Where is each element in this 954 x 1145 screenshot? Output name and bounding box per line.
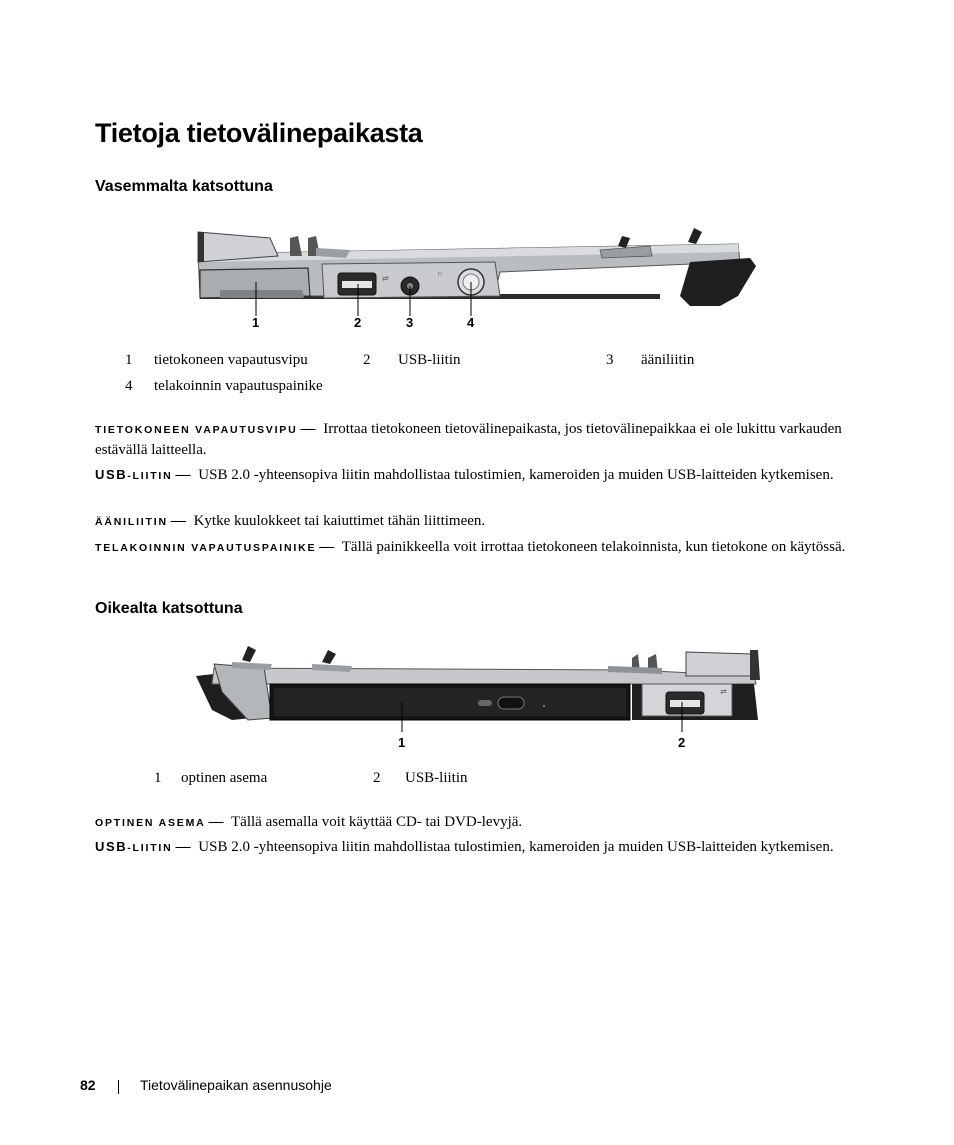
description-paragraph (95, 465, 855, 486)
description-paragraph (95, 419, 855, 460)
description-text: USB 2.0 -yhteensopiva liitin mahdollistaa tulostimien, kameroiden ja muiden USB-laitteiden kytkemisen. (198, 839, 834, 855)
callout-2: 2 (354, 315, 362, 330)
footer-title: Tietovälinepaikan asennusohje (140, 1077, 332, 1093)
page-title: Tietoja tietovälinepaikasta (95, 118, 423, 148)
svg-text:⇌: ⇌ (720, 687, 727, 696)
em-dash: — (319, 539, 335, 555)
legend-text: USB-liitin (398, 352, 461, 368)
description-term-rest: -LIITIN (127, 842, 173, 854)
description-term-caps: USB (95, 467, 128, 482)
description-paragraph (95, 511, 855, 532)
legend-text: ääniliitin (641, 352, 695, 368)
callout-3: 3 (406, 315, 414, 330)
right-view-heading: Oikealta katsottuna (95, 600, 243, 617)
description-text: Kytke kuulokkeet tai kaiuttimet tähän liittimeen. (193, 513, 486, 529)
callout-4: 4 (467, 315, 475, 330)
description-term: TELAKOINNIN VAPAUTUSPAINIKE (95, 542, 317, 554)
footer-divider (118, 1080, 119, 1094)
description-text: USB 2.0 -yhteensopiva liitin mahdollistaa tulostimien, kameroiden ja muiden USB-laitteiden kytkemisen. (198, 467, 834, 483)
legend-number: 3 (606, 352, 614, 368)
left-view-heading: Vasemmalta katsottuna (95, 178, 273, 195)
left-view-illustration (190, 226, 765, 336)
description-text: Irrottaa tietokoneen tietovälinepaikasta, jos tietovälinepaikkaa ei ole lukittu varkauden estävällä laitteella. (95, 421, 842, 458)
legend-text: tietokoneen vapautusvipu (154, 352, 308, 368)
legend-text: optinen asema (181, 770, 268, 786)
legend-text: USB-liitin (405, 770, 468, 786)
em-dash: — (300, 421, 316, 437)
legend-number: 2 (363, 352, 371, 368)
callout-2: 2 (678, 735, 686, 750)
right-view-illustration (192, 640, 764, 752)
callout-1: 1 (252, 315, 260, 330)
description-term-rest: -LIITIN (127, 470, 173, 482)
em-dash: — (208, 814, 224, 830)
em-dash: — (170, 513, 186, 529)
callout-1: 1 (398, 735, 406, 750)
svg-text:∩: ∩ (437, 269, 443, 278)
legend-text: telakoinnin vapautuspainike (154, 378, 323, 394)
em-dash: — (175, 839, 191, 855)
description-text: Tällä asemalla voit käyttää CD- tai DVD-levyjä. (231, 814, 523, 830)
description-text: Tällä painikkeella voit irrottaa tietokoneen telakoinnista, kun tietokone on käytössä. (341, 539, 846, 555)
legend-number: 4 (125, 378, 133, 394)
description-term: OPTINEN ASEMA (95, 817, 206, 829)
description-term: ÄÄNILIITIN (95, 516, 168, 528)
page-number: 82 (80, 1077, 96, 1093)
legend-number: 2 (373, 770, 381, 786)
description-paragraph (95, 537, 855, 558)
svg-text:⇌: ⇌ (382, 274, 389, 283)
description-paragraph (95, 837, 855, 858)
description-paragraph (95, 812, 855, 833)
description-term-caps: USB (95, 839, 128, 854)
description-term: TIETOKONEEN VAPAUTUSVIPU (95, 424, 298, 436)
legend-number: 1 (125, 352, 133, 368)
legend-number: 1 (154, 770, 162, 786)
em-dash: — (175, 467, 191, 483)
